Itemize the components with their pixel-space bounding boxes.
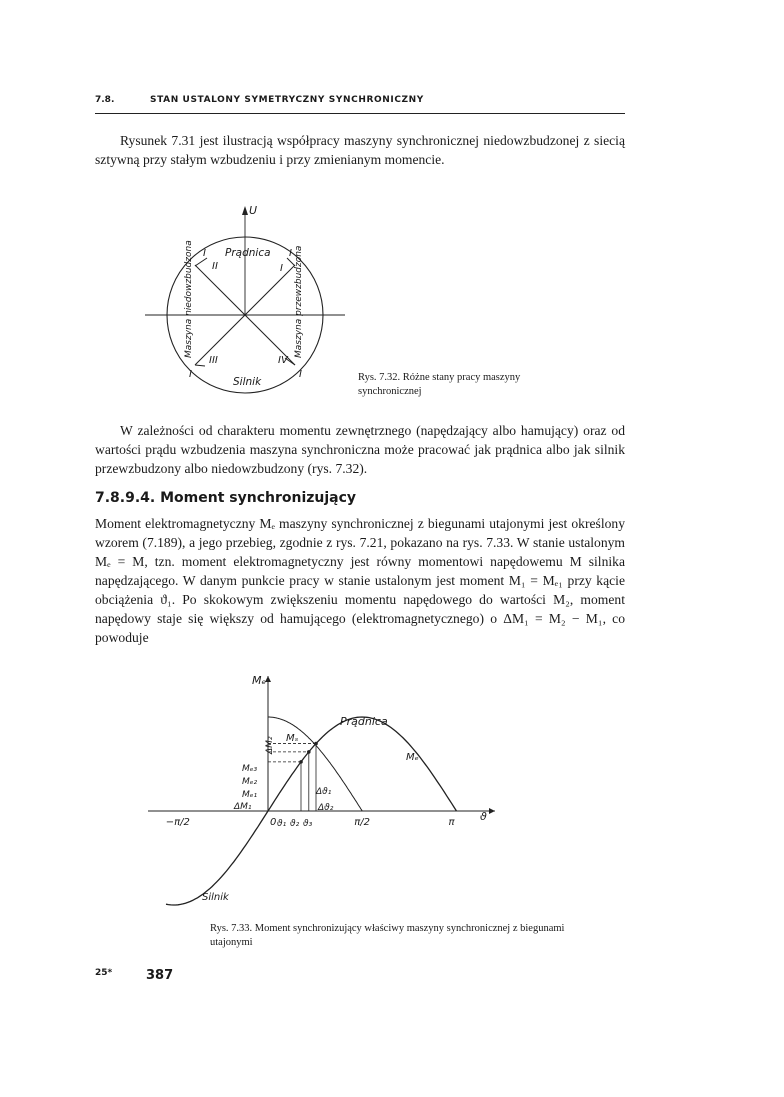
signature-mark: 25* [95, 968, 113, 978]
label-th2: ϑ₂ [290, 819, 300, 829]
label-ms: Mₛ [286, 733, 299, 744]
voltage-label: U [249, 204, 258, 217]
label-dm2: ΔM₂ [265, 736, 275, 754]
paragraph-states: W zależności od charakteru momentu zewnętrznego (napędzający albo hamujący) oraz od wartości prądu wzbudzenia maszyna synchroniczna może pracować jak prądnica albo jak silnik przewzbudzony albo niedowzbudzony (rys. 7.32). [95, 423, 625, 476]
caption-7-32: Rys. 7.32. Różne stany pracy maszyny synchronicznej [358, 372, 521, 397]
current-top-left: I [203, 248, 206, 259]
quadrant-iv: IV [278, 355, 288, 366]
label-me3: Mₑ₃ [242, 764, 258, 774]
region-generator: Prądnica [340, 715, 388, 728]
section-heading-number: 7.8.9.4. [95, 490, 156, 506]
op-point [299, 760, 303, 764]
label-dm1: ΔM₁ [234, 802, 252, 812]
arrow-ii [195, 258, 207, 266]
label-me1: Mₑ₁ [242, 790, 258, 800]
label-th1: ϑ₁ [277, 819, 287, 829]
page-number: 387 [146, 968, 174, 983]
quadrant-iii: III [209, 355, 218, 366]
current-top-right: I [289, 248, 292, 259]
op-point [314, 742, 318, 746]
figure-7-32 [145, 198, 355, 403]
section-number: 7.8. [95, 95, 115, 105]
left-label: Maszyna niedowzbudzona [184, 240, 194, 358]
x-axis-label: ϑ [480, 810, 487, 823]
y-axis-label: Mₑ [252, 674, 267, 687]
quadrant-i: I [280, 263, 283, 274]
right-label: Maszyna przewzbudzona [294, 245, 304, 358]
voltage-arrowhead [242, 206, 248, 215]
x-tick-label: π [448, 817, 455, 828]
x-tick-label: 0 [270, 817, 277, 828]
current-bottom-right: I [299, 369, 302, 380]
region-motor: Silnik [202, 892, 229, 903]
x-tick-label: π/2 [354, 817, 371, 828]
running-header: STAN USTALONY SYMETRYCZNY SYNCHRONICZNY [150, 95, 424, 105]
paragraph-moment: Moment elektromagnetyczny Mₑ maszyny synchronicznej z biegunami utajonymi jest określony wzorem (7.189), a jego przebieg, zgodnie z rys. 7.21, pokazano na rys. 7.33. W stanie ustalonym Mₑ = M, tzn. moment elektromagnetyczny jest równy momentowi napędowemu M silnika napędzającego. W danym punkcie pracy w stanie ustalonym jest moment M₁ = Mₑ₁ przy kącie obciążenia ϑ₁. Po skokowym zwiększeniu momentu napędowego do wartości M₂, moment napędowy staje się większy od hamującego (elektromagnetycznego) o ΔM₁ = M₂ − M₁, co powoduje [95, 516, 625, 645]
current-bottom-left: I [189, 369, 192, 380]
label-me2: Mₑ₂ [242, 777, 258, 787]
section-heading [95, 490, 356, 506]
header-rule [95, 113, 625, 114]
op-point [307, 750, 311, 754]
label-dth1: Δϑ₁ [316, 787, 332, 797]
section-heading-title: Moment synchronizujący [160, 490, 357, 506]
bottom-label: Silnik [233, 376, 262, 388]
arrow-iii [195, 365, 205, 366]
label-dth2: Δϑ₂ [318, 803, 334, 813]
label-th3: ϑ₃ [303, 819, 313, 829]
label-me-curve: Mₑ [406, 752, 419, 763]
figure-7-33 [140, 668, 510, 918]
x-tick-label: −π/2 [165, 817, 190, 828]
top-label: Prądnica [225, 247, 271, 259]
quadrant-ii: II [212, 261, 218, 272]
paragraph-intro: Rysunek 7.31 jest ilustracją współpracy maszyny synchronicznej niedowzbudzonej z siecią sztywną przy stałym wzbudzeniu i przy zmienianym momencie. [95, 133, 625, 167]
caption-7-33: Rys. 7.33. Moment synchronizujący właściwy maszyny synchronicznej z biegunami utajonymi [210, 923, 565, 948]
